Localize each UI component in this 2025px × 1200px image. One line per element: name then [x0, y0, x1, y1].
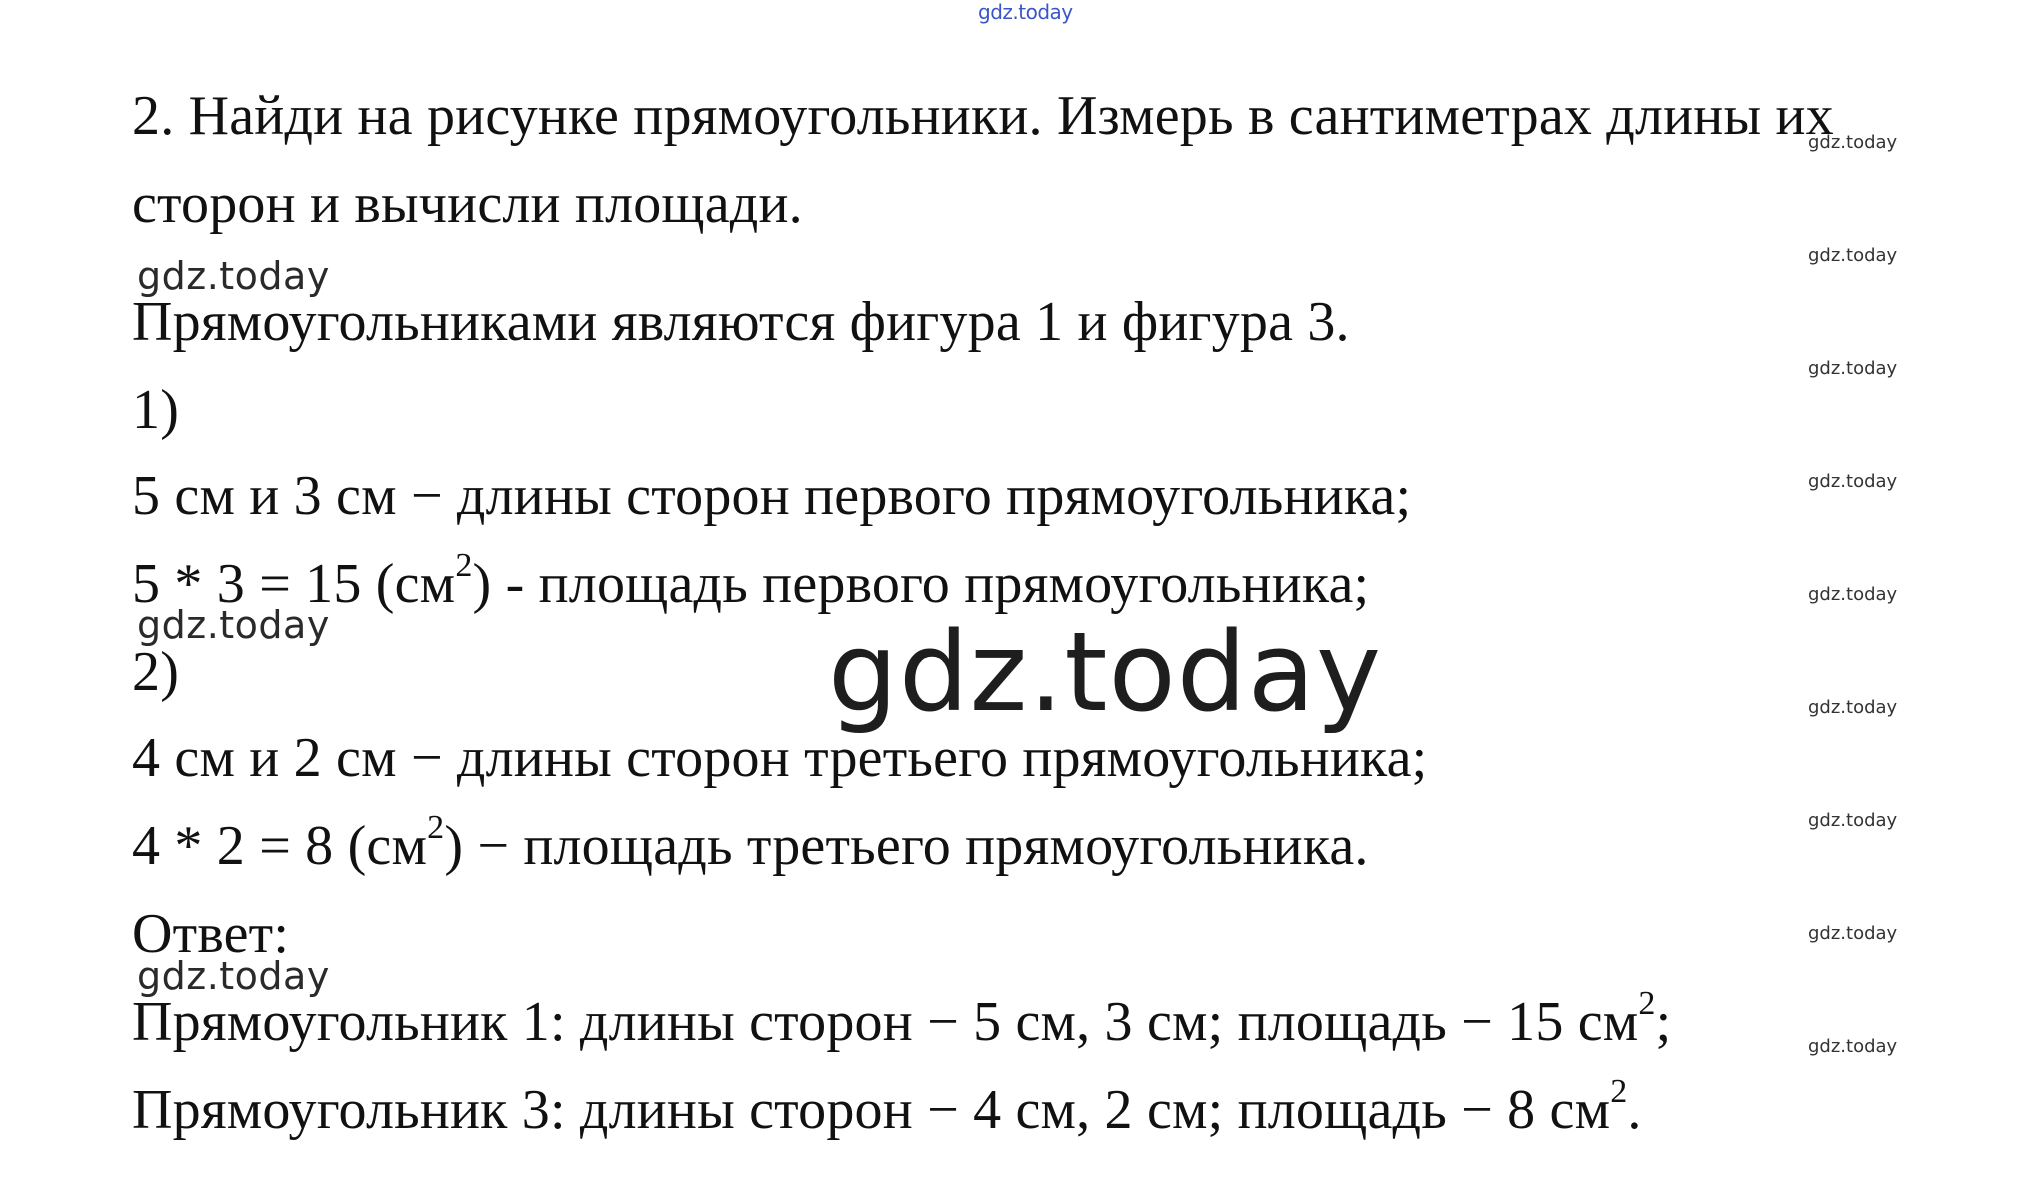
part2-area-suffix: ) − площадь третьего прямоугольника.: [444, 815, 1369, 877]
watermark-top: gdz.today: [978, 0, 1073, 24]
task-text-line-1: 2. Найди на рисунке прямоугольники. Измерь в сантиметрах длины их: [132, 85, 1834, 147]
part2-area-sup: 2: [427, 809, 445, 847]
part2-sides-line: 4 см и 2 см − длины сторон третьего прямоугольника;: [132, 727, 1428, 789]
watermark-right: gdz.today: [1808, 471, 1898, 492]
part2-area-line: [132, 809, 1369, 878]
statement-line: Прямоугольниками являются фигура 1 и фигура 3.: [132, 291, 1350, 353]
part2-area-prefix: 4 * 2 = 8 (см: [132, 815, 428, 877]
watermark-center: gdz.today: [828, 608, 1383, 736]
watermark-left: gdz.today: [137, 603, 330, 647]
watermark-right: gdz.today: [1808, 358, 1898, 379]
part1-sides-line: 5 см и 3 см − длины сторон первого прямоугольника;: [132, 465, 1412, 527]
answer-label: Ответ:: [132, 903, 290, 965]
watermark-right: gdz.today: [1808, 245, 1898, 266]
answer-rect3-line: [132, 1073, 1642, 1142]
answer-rect3-suffix: .: [1627, 1079, 1642, 1141]
watermark-right: gdz.today: [1808, 697, 1898, 718]
answer-rect3-prefix: Прямоугольник 3: длины сторон − 4 см, 2 см; площадь − 8 см: [132, 1079, 1611, 1141]
watermark-right: gdz.today: [1808, 1036, 1898, 1057]
part2-label: 2): [132, 641, 180, 703]
watermark-right: gdz.today: [1808, 584, 1898, 605]
watermark-left: gdz.today: [137, 254, 330, 298]
answer-rect1-line: [132, 985, 1672, 1054]
part1-label: 1): [132, 379, 180, 441]
answer-rect1-sup: 2: [1638, 985, 1656, 1023]
part1-area-suffix: ) - площадь первого прямоугольника;: [472, 553, 1370, 615]
watermark-right: gdz.today: [1808, 810, 1898, 831]
task-text-line-2: сторон и вычисли площади.: [132, 173, 803, 235]
part1-area-prefix: 5 * 3 = 15 (см: [132, 553, 456, 615]
watermark-right: gdz.today: [1808, 132, 1898, 153]
answer-rect3-sup: 2: [1610, 1073, 1628, 1111]
answer-rect1-prefix: Прямоугольник 1: длины сторон − 5 см, 3 см; площадь − 15 см: [132, 991, 1639, 1053]
watermark-left: gdz.today: [137, 954, 330, 998]
answer-rect1-suffix: ;: [1655, 991, 1672, 1053]
watermark-right: gdz.today: [1808, 923, 1898, 944]
part1-area-sup: 2: [455, 547, 473, 585]
